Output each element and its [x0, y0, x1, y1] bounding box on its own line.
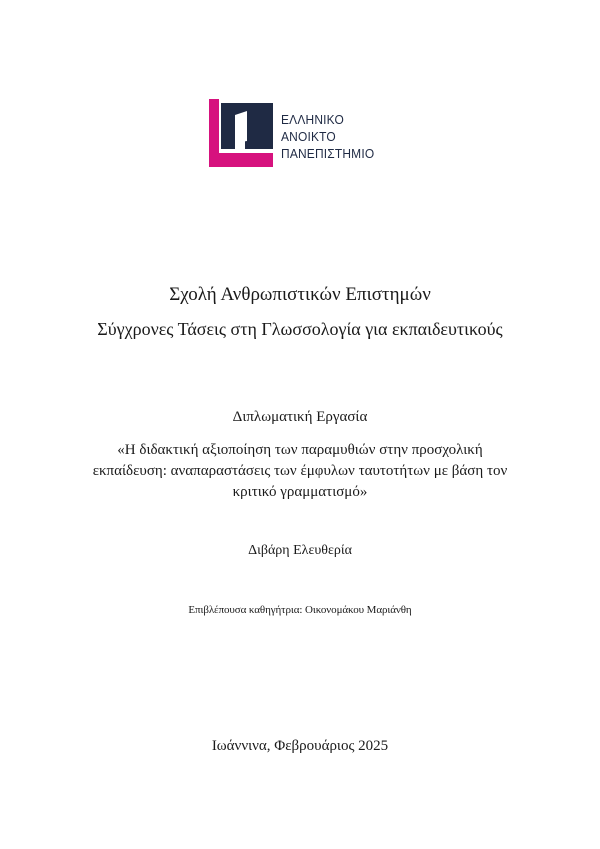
logo-line-2: ΑΝΟΙΚΤΟ	[281, 129, 336, 144]
place-date: Ιωάννινα, Φεβρουάριος 2025	[211, 738, 389, 754]
school-name: Σχολή Ανθρωπιστικών Επιστημών	[169, 284, 431, 305]
thesis-title-line-1: «Η διδακτική αξιοποίηση των παραμυθιών στην προσχολική	[117, 442, 483, 458]
university-logo	[207, 97, 407, 169]
program-name: Σύγχρονες Τάσεις στη Γλωσσολογία για εκπαιδευτικούς	[97, 319, 503, 339]
logo-line-3: ΠΑΝΕΠΙΣΤΗΜΙΟ	[281, 146, 375, 161]
logo-emblem-icon	[207, 97, 279, 169]
author-name: Διβάρη Ελευθερία	[248, 543, 352, 558]
thesis-title-line-2: εκπαίδευση: αναπαραστάσεις των έμφυλων ταυτοτήτων με βάση τον	[92, 463, 508, 479]
logo-wordmark	[281, 111, 374, 162]
document-type: Διπλωματική Εργασία	[232, 409, 368, 425]
supervisor-line: Επιβλέπουσα καθηγήτρια: Οικονομάκου Μαριάνθη	[188, 604, 412, 616]
thesis-title-line-3: κριτικό γραμματισμό»	[232, 484, 368, 500]
logo-line-1: ΕΛΛΗΝΙΚΟ	[281, 112, 344, 127]
thesis-title	[0, 440, 600, 503]
